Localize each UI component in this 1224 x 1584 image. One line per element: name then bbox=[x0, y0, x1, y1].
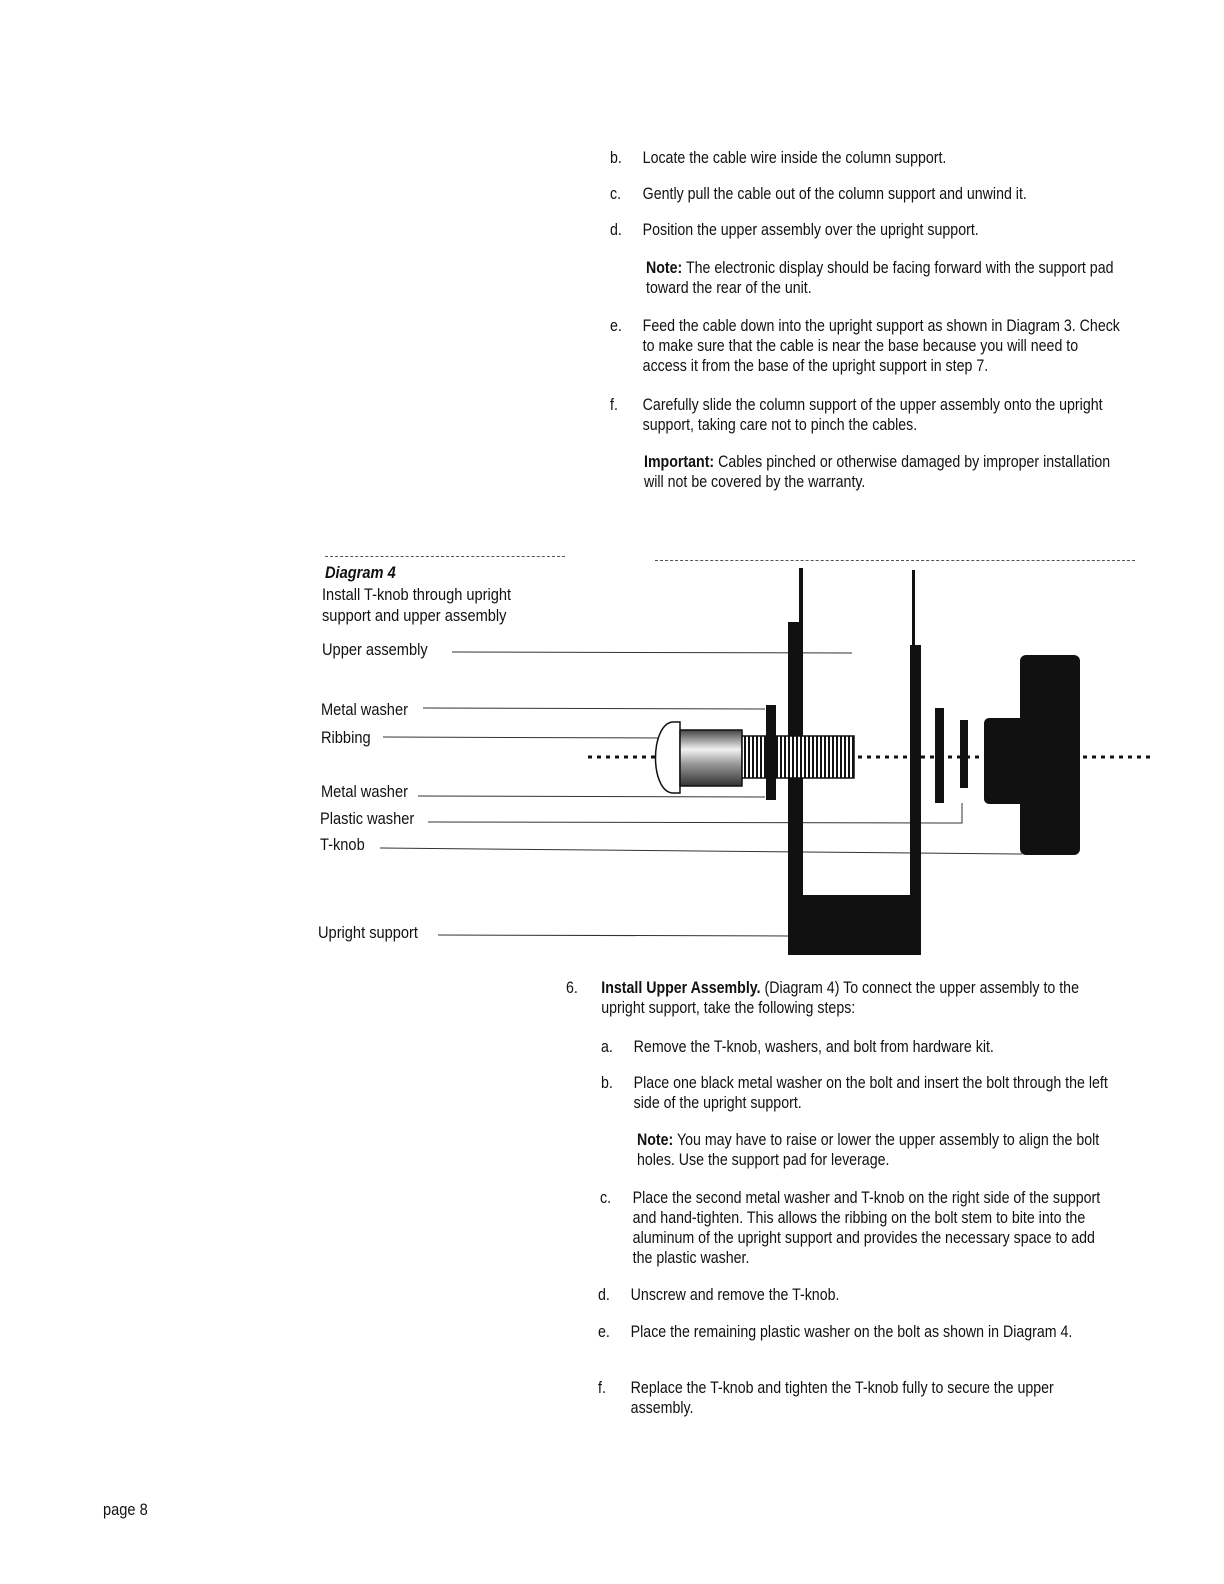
label-metal-washer-1: Metal washer bbox=[321, 700, 408, 719]
note-text: You may have to raise or lower the upper assembly to align the bolt holes. Use the support pad for leverage. bbox=[637, 1131, 1100, 1169]
t-knob-shape bbox=[984, 655, 1080, 855]
upper-assembly bbox=[799, 568, 915, 898]
note-label: Note: bbox=[646, 259, 683, 277]
step-text: Position the upper assembly over the upright support. bbox=[642, 221, 979, 239]
plastic-washer-bracket bbox=[940, 803, 962, 823]
page-number: page 8 bbox=[103, 1500, 148, 1519]
label-metal-washer-2: Metal washer bbox=[321, 782, 408, 801]
step-number: 6. bbox=[566, 979, 578, 997]
step-text: Gently pull the cable out of the column support and unwind it. bbox=[642, 185, 1027, 203]
note-text: The electronic display should be facing forward with the support pad toward the rear of the unit. bbox=[646, 259, 1114, 297]
step-letter: a. bbox=[601, 1038, 613, 1056]
step-letter: b. bbox=[610, 149, 622, 167]
step-text: Unscrew and remove the T-knob. bbox=[630, 1286, 840, 1304]
step-text: Locate the cable wire inside the column support. bbox=[642, 149, 947, 167]
metal-washer-left bbox=[766, 705, 776, 800]
step-6-note bbox=[637, 1130, 1119, 1170]
important-text: Cables pinched or otherwise damaged by improper installation will not be covered by the warranty. bbox=[644, 453, 1111, 491]
step-text: Place the second metal washer and T-knob on the right side of the support and hand-tighten. This allows the ribbing on the bolt stem to bite into the aluminum of the upright support and provides the necessary space to add the plastic washer. bbox=[632, 1189, 1101, 1267]
step-text: Place the remaining plastic washer on the bolt as shown in Diagram 4. bbox=[630, 1323, 1073, 1341]
label-t-knob: T-knob bbox=[320, 835, 365, 854]
metal-washer-right bbox=[960, 720, 968, 788]
step-letter: c. bbox=[610, 185, 622, 203]
step-text: Carefully slide the column support of the upper assembly onto the upright support, taking care not to pinch the cables. bbox=[642, 396, 1103, 434]
step-text: Remove the T-knob, washers, and bolt from hardware kit. bbox=[633, 1038, 994, 1056]
leader-lines bbox=[380, 652, 1022, 936]
step-text: Replace the T-knob and tighten the T-knob fully to secure the upper assembly. bbox=[630, 1379, 1054, 1417]
label-ribbing: Ribbing bbox=[321, 728, 371, 747]
plastic-washer bbox=[935, 708, 944, 803]
step-letter: d. bbox=[598, 1286, 610, 1304]
diagram-title: Diagram 4 bbox=[325, 563, 396, 582]
diagram-caption: Install T-knob through upright support and upper assembly bbox=[322, 585, 512, 625]
label-upright-support: Upright support bbox=[318, 923, 418, 942]
bolt-threads bbox=[742, 736, 854, 778]
step-letter: f. bbox=[610, 396, 618, 414]
bolt-shank bbox=[680, 730, 742, 786]
important-label: Important: bbox=[644, 453, 715, 471]
upright-support bbox=[788, 622, 921, 955]
step-letter: c. bbox=[600, 1189, 612, 1207]
note-label: Note: bbox=[637, 1131, 674, 1149]
step-6-body bbox=[601, 978, 1117, 1018]
label-plastic-washer: Plastic washer bbox=[320, 809, 415, 828]
label-upper-assembly: Upper assembly bbox=[322, 640, 428, 659]
step-text: Feed the cable down into the upright support as shown in Diagram 3. Check to make sure that the cable is near the base because you will need to access it from the base of the upright support in step 7. bbox=[642, 317, 1120, 375]
step-6-intro: (Diagram 4) To connect the upper assembly to the upright support, take the following steps: bbox=[601, 979, 1079, 1017]
step-text: Place one black metal washer on the bolt and insert the bolt through the left side of the upright support. bbox=[633, 1074, 1108, 1112]
step-letter: b. bbox=[601, 1074, 613, 1092]
step-letter: d. bbox=[610, 221, 622, 239]
step-letter: e. bbox=[610, 317, 622, 335]
step-6-title: Install Upper Assembly. bbox=[601, 979, 761, 997]
bolt-head bbox=[656, 722, 681, 793]
step-letter: e. bbox=[598, 1323, 610, 1341]
step-letter: f. bbox=[598, 1379, 606, 1397]
